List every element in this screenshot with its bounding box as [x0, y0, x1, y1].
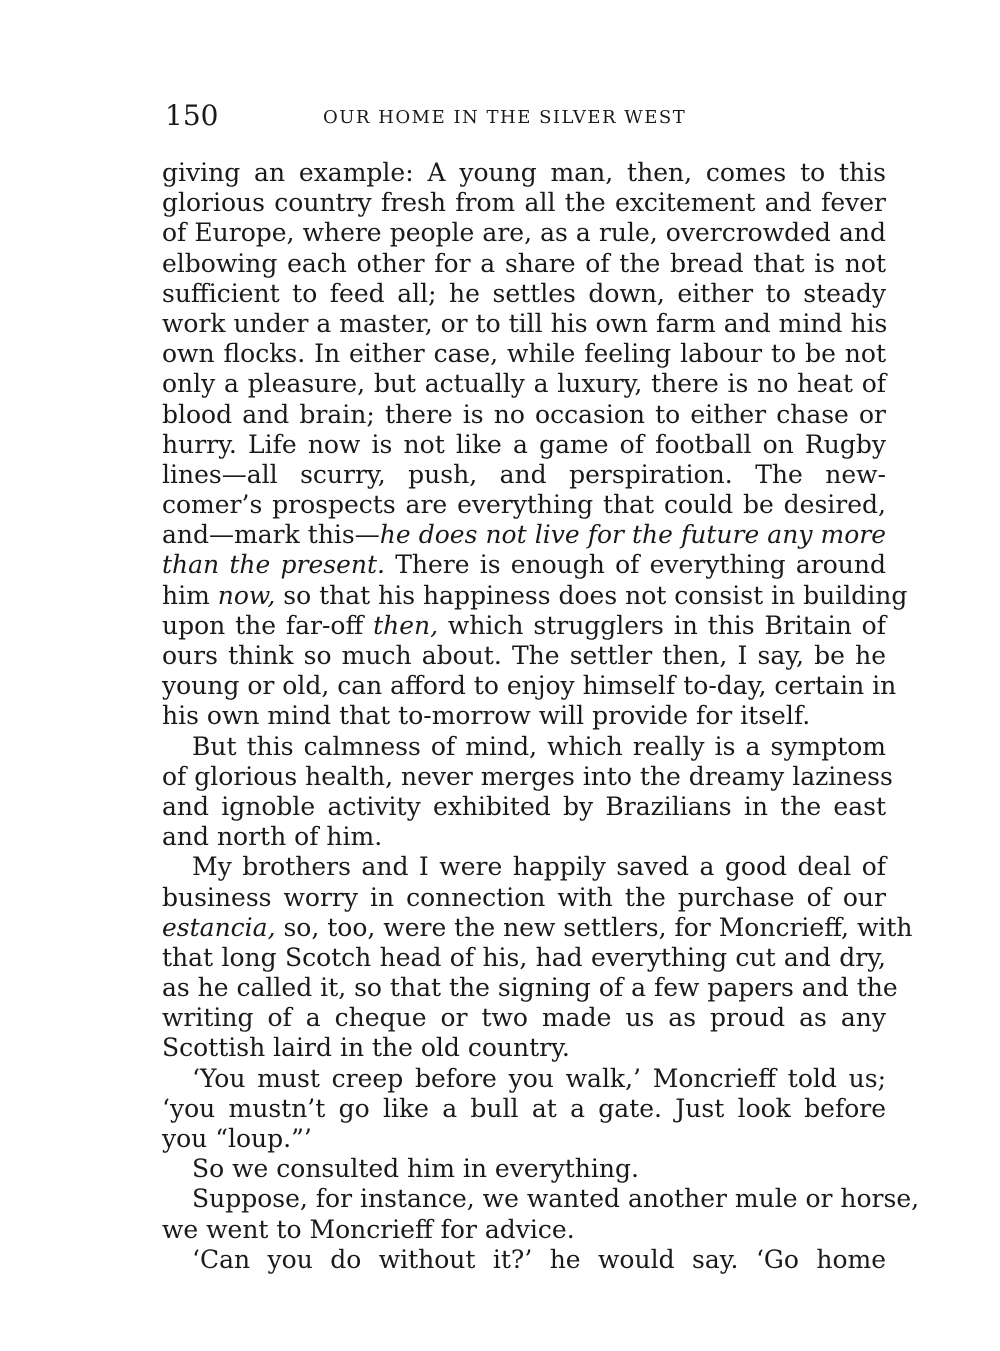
line-text: only a pleasure, but actually a luxury, there is no heat of — [162, 369, 886, 399]
line-text: that long Scotch head of his, had everything cut and dry, — [162, 942, 886, 972]
text-line — [162, 671, 897, 701]
running-title: OUR HOME IN THE SILVER WEST — [323, 107, 687, 128]
paragraph — [162, 1064, 886, 1155]
text-line — [162, 158, 886, 188]
text-line — [162, 761, 893, 792]
line-text: ours think so much about. The settler then, I say, be he — [162, 641, 886, 670]
text-line — [162, 430, 886, 460]
line-text: and north of him. — [162, 822, 383, 852]
line-text: business worry in connection with the purchase of our — [162, 882, 886, 912]
text-line — [162, 852, 886, 882]
text-line — [162, 1215, 886, 1245]
line-text: and ignoble activity exhibited by Brazilians in the east — [162, 791, 886, 821]
page-number: 150 — [165, 99, 219, 132]
line-text: and—mark this— — [162, 520, 380, 550]
text-line — [162, 732, 886, 762]
line-text: as he called it, so that the signing of a few papers and the — [162, 973, 898, 1003]
line-text: of glorious health, never merges into the dreamy laziness — [162, 761, 893, 791]
text-line — [162, 249, 886, 279]
line-text: ‘you mustn’t go like a bull at a gate. Just look before — [162, 1093, 886, 1123]
paragraph — [162, 1184, 920, 1244]
line-text: comer’s prospects are everything that could be desired, — [162, 490, 886, 520]
italic-text: now, — [217, 580, 276, 610]
italic-text: he does not live for the future any more — [379, 520, 887, 550]
running-head — [165, 96, 885, 136]
paragraph — [162, 852, 913, 1063]
line-text: So we consulted him in everything. — [192, 1154, 639, 1184]
line-text: which strugglers in this Britain of — [438, 610, 886, 640]
line-text: There is enough of everything around — [384, 550, 886, 580]
line-text: lines—all scurry, push, and perspiration. The new- — [162, 459, 886, 489]
text-line — [162, 460, 886, 490]
body-text — [162, 158, 920, 1275]
text-line — [162, 580, 908, 611]
line-text: Suppose, for instance, we wanted another mule or horse, — [192, 1184, 920, 1214]
text-line — [162, 611, 886, 641]
paragraph — [162, 1245, 886, 1275]
line-text: him — [162, 580, 218, 610]
line-text: you “loup.”’ — [162, 1124, 312, 1153]
line-text: My brothers and I were happily saved a good deal of — [192, 852, 886, 882]
line-text: writing of a cheque or two made us as proud as any — [162, 1003, 886, 1033]
line-text: we went to Moncrieff for advice. — [162, 1214, 575, 1244]
italic-text: estancia, — [162, 912, 276, 942]
line-text: ‘Can you do without it?’ he would say. ‘Go home — [192, 1244, 886, 1274]
line-text: his own mind that to-morrow will provide for itself. — [162, 701, 811, 731]
line-text: hurry. Life now is not like a game of football on Rugby — [162, 429, 886, 459]
paragraph — [162, 1154, 886, 1184]
text-line — [162, 1064, 886, 1094]
text-line — [162, 1124, 886, 1154]
text-line — [162, 883, 886, 913]
text-line — [162, 1154, 886, 1184]
line-text: glorious country fresh from all the excitement and fever — [162, 188, 886, 218]
text-line — [162, 309, 886, 339]
text-line — [162, 1184, 920, 1214]
text-line — [162, 218, 886, 248]
italic-text: than the present. — [162, 550, 385, 580]
italic-text: then, — [373, 610, 439, 640]
text-line — [162, 550, 886, 580]
line-text: elbowing each other for a share of the bread that is not — [162, 248, 886, 278]
line-text: so that his happiness does not consist in building — [275, 580, 908, 610]
text-line — [162, 943, 886, 973]
line-text: blood and brain; there is no occasion to either chase or — [162, 399, 886, 429]
line-text: ‘You must creep before you walk,’ Moncrieff told us; — [192, 1063, 886, 1093]
text-line — [162, 641, 886, 671]
text-line — [162, 792, 886, 822]
paragraph — [162, 158, 908, 732]
paragraph — [162, 731, 893, 853]
text-line — [162, 520, 886, 550]
text-line — [162, 1033, 886, 1063]
text-line — [162, 369, 886, 399]
text-line — [162, 279, 886, 309]
text-line — [162, 701, 886, 731]
text-line — [162, 1094, 886, 1124]
text-line — [162, 490, 886, 520]
line-text: so, too, were the new settlers, for Moncrieff, with — [275, 912, 913, 942]
line-text: Scottish laird in the old country. — [162, 1033, 570, 1063]
line-text: work under a master, or to till his own farm and mind his — [162, 308, 888, 338]
text-line — [162, 1245, 886, 1275]
text-line — [162, 339, 886, 369]
text-line — [162, 400, 886, 430]
line-text: of Europe, where people are, as a rule, overcrowded and — [162, 218, 886, 248]
text-line — [162, 822, 886, 852]
line-text: sufficient to feed all; he settles down, either to steady — [162, 278, 886, 308]
line-text: But this calmness of mind, which really is a symptom — [192, 731, 886, 761]
text-line — [162, 973, 898, 1003]
text-line — [162, 1003, 886, 1033]
line-text: giving an example: A young man, then, comes to this — [162, 158, 886, 187]
line-text: young or old, can afford to enjoy himself to-day, certain in — [162, 671, 897, 701]
line-text: upon the far-off — [162, 610, 374, 640]
text-line — [162, 912, 913, 943]
line-text: own flocks. In either case, while feeling labour to be not — [162, 339, 886, 369]
text-line — [162, 188, 886, 218]
